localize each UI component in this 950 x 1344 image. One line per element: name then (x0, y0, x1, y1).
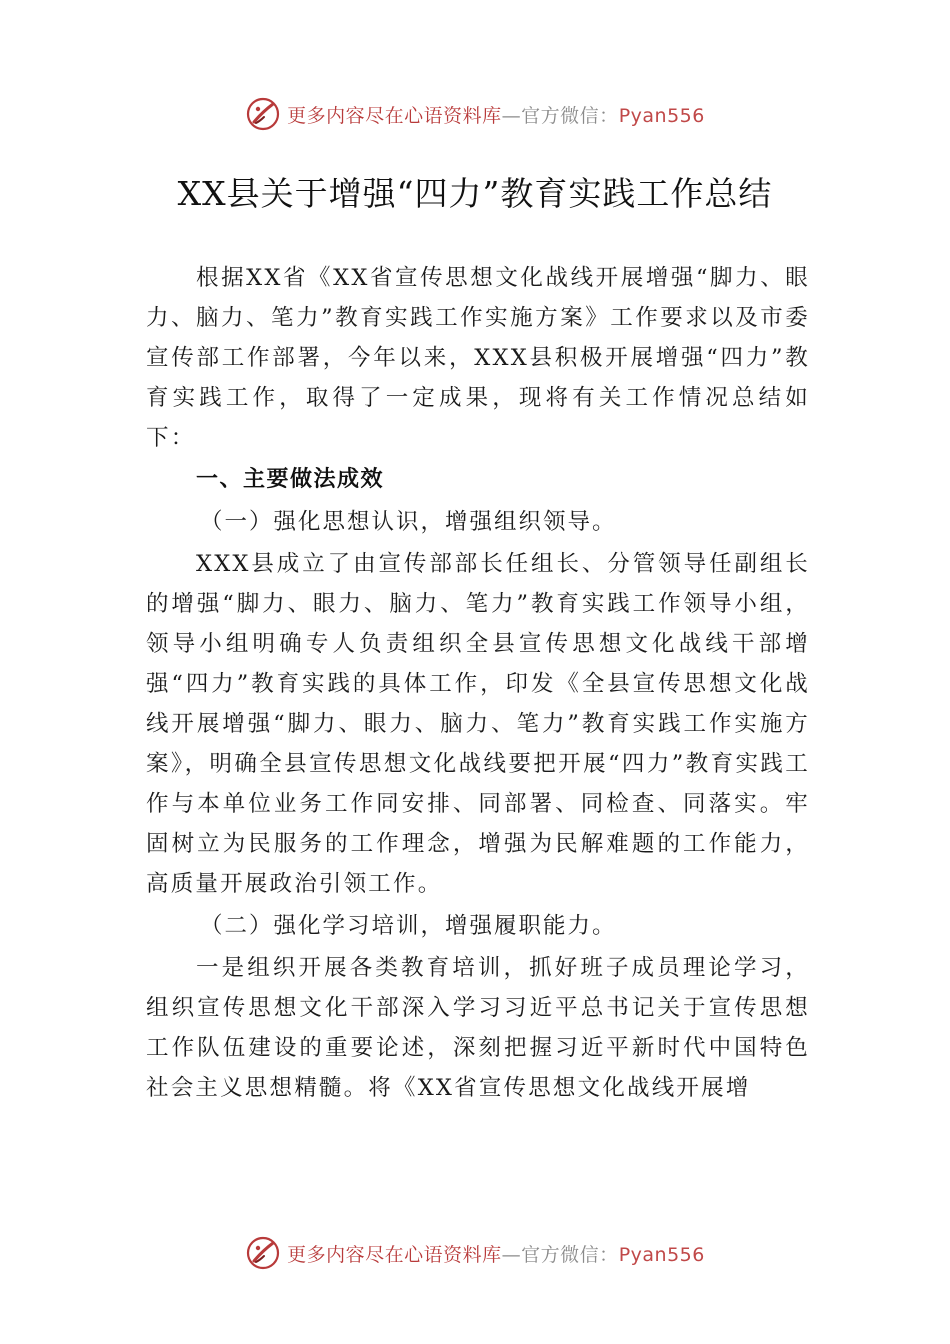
watermark-footer (0, 1233, 950, 1273)
intro-paragraph: 根据XX省《XX省宣传思想文化战线开展增强“脚力、眼力、脑力、笔力”教育实践工作实施方案》工作要求以及市委宣传部工作部署，今年以来，XXX县积极开展增强“四力”教育实践工作，取得了一定成果，现将有关工作情况总结如下： (146, 265, 810, 451)
watermark-wechat-id: Pyan556 (618, 104, 705, 127)
subsection-2-paragraph: 一是组织开展各类教育培训，抓好班子成员理论学习，组织宣传思想文化干部深入学习习近平总书记关于宣传思想工作队伍建设的重要论述，深刻把握习近平新时代中国特色社会主义思想精髓。将《XX省宣传思想文化战线开展增 (146, 955, 810, 1101)
watermark-separator: — (501, 1243, 522, 1266)
page-title: XX县关于增强“四力”教育实践工作总结 (177, 174, 773, 213)
subsection-1-paragraph: XXX县成立了由宣传部部长任组长、分管领导任副组长的增强“脚力、眼力、脑力、笔力”教育实践工作领导小组，领导小组明确专人负责组织全县宣传思想文化战线干部增强“四力”教育实践的具体工作，印发《全县宣传思想文化战线开展增强“脚力、眼力、脑力、笔力”教育实践工作实施方案》，明确全县宣传思想文化战线要把开展“四力”教育实践工作与本单位业务工作同安排、同部署、同检查、同落实。牢固树立为民服务的工作理念，增强为民解难题的工作能力，高质量开展政治引领工作。 (146, 551, 810, 897)
watermark-wechat-label: 官方微信： (521, 1243, 619, 1266)
subsection-heading-1: （一）强化思想认识，增强组织领导。 (200, 509, 617, 535)
brush-seal-icon (245, 1235, 281, 1271)
watermark-wechat-label: 官方微信： (521, 104, 619, 127)
watermark-text (287, 1240, 705, 1267)
watermark-wechat-id: Pyan556 (618, 1243, 705, 1266)
watermark-text (287, 101, 705, 128)
section-heading-1: 一、主要做法成效 (196, 467, 385, 492)
watermark-header (0, 94, 950, 134)
watermark-main: 更多内容尽在心语资料库 (287, 1243, 502, 1266)
brush-seal-icon (245, 96, 281, 132)
subsection-heading-2: （二）强化学习培训，增强履职能力。 (200, 913, 617, 939)
watermark-separator: — (501, 104, 522, 127)
watermark-main: 更多内容尽在心语资料库 (287, 104, 502, 127)
document-body (146, 258, 810, 1108)
